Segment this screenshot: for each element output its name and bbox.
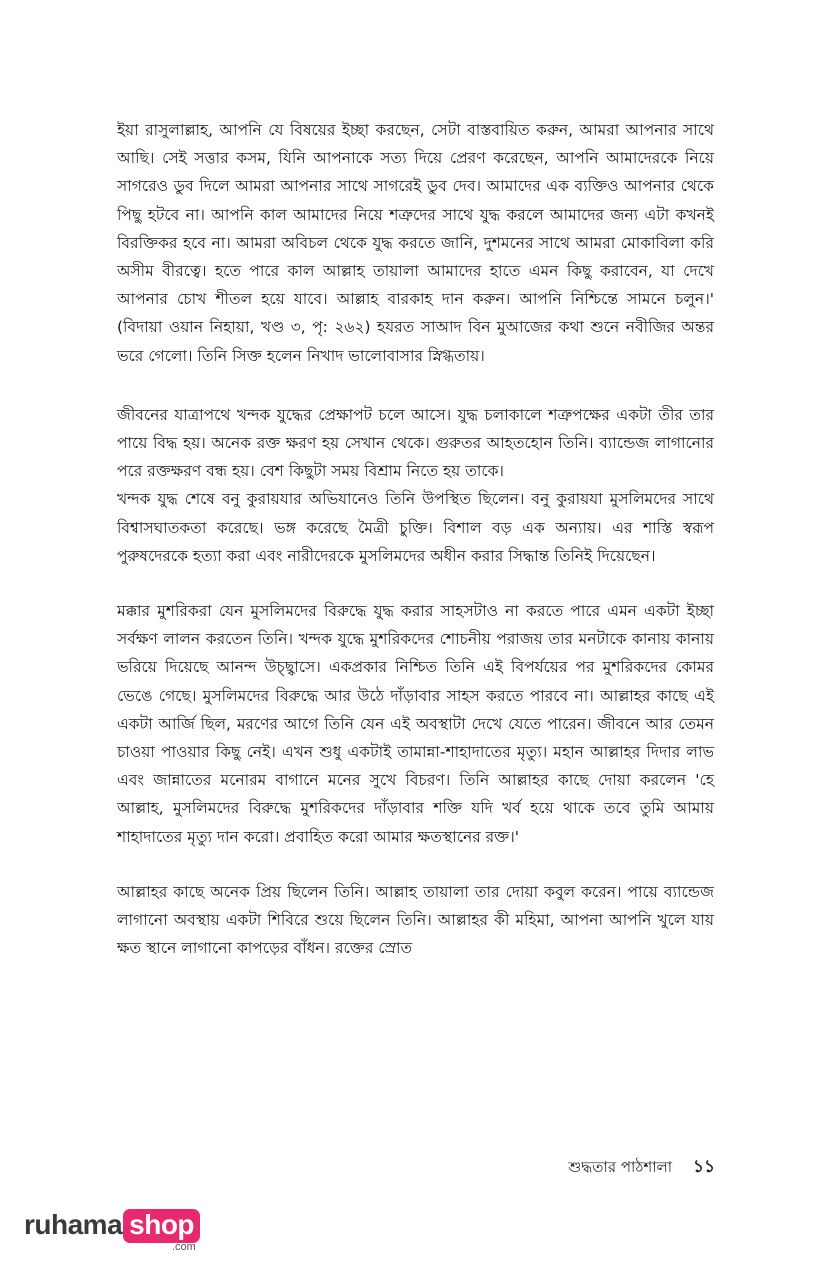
paragraph: খন্দক যুদ্ধ শেষে বনু কুরায়যার অভিযানেও তিনি উপস্থিত ছিলেন। বনু কুরায়যা মুসলিমদের সাথে বিশ্বাসঘাতকতা করেছে। ভঙ্গ করেছে মৈত্রী চুক্তি। বিশাল বড় এক অন্যায়। এর শাস্তি স্বরূপ পুরুষদেরকে হত্যা করা এবং নারীদেরকে মুসলিমদের অধীন করার সিদ্ধান্ত তিনিই দিয়েছেন।	[117, 490, 714, 565]
logo-text-sub: .com	[172, 1241, 196, 1253]
paragraph: মক্কার মুশরিকরা যেন মুসলিমদের বিরুদ্ধে যুদ্ধ করার সাহসটাও না করতে পারে এমন একটা ইচ্ছা সর্বক্ষণ লালন করতেন তিনি। খন্দক যুদ্ধে মুশরিকদের শোচনীয় পরাজয় তার মনটাকে কানায় কানায় ভরিয়ে দিয়েছে আনন্দ উচ্ছ্বাসে। একপ্রকার নিশ্চিত তিনি এই বিপর্যয়ের পর মুশরিকদের কোমর ভেঙে গেছে। মুসলিমদের বিরুদ্ধে আর উঠে দাঁড়াবার সাহস করতে পারবে না। আল্লাহর কাছে এই একটা আর্জি ছিল, মরণের আগে তিনি যেন এই অবস্থাটা দেখে যেতে পারেন। জীবনে আর তেমন চাওয়া পাওয়ার কিছু নেই। এখন শুধু একটাই তামান্না-শাহাদাতের মৃত্যু। মহান আল্লাহর দিদার লাভ এবং জান্নাতের মনোরম বাগানে মনের সুখে বিচরণ। তিনি আল্লাহর কাছে দোয়া করলেন 'হে আল্লাহ, মুসলিমদের বিরুদ্ধে মুশরিকদের দাঁড়াবার শক্তি যদি খর্ব হয়ে থাকে তবে তুমি আমায় শাহাদাতের মৃত্যু দান করো। প্রবাহিত করো আমার ক্ষতস্থানের রক্ত।'	[117, 602, 714, 846]
body-text	[117, 116, 714, 962]
logo-wordmark	[24, 1209, 200, 1243]
paragraph: জীবনের যাত্রাপথে খন্দক যুদ্ধের প্রেক্ষাপট চলে আসে। যুদ্ধ চলাকালে শত্রুপক্ষের একটা তীর তার পায়ে বিদ্ধ হয়। অনেক রক্ত ক্ষরণ হয় সেখান থেকে। গুরুতর আহতহোন তিনি। ব্যান্ডেজ লাগানোর পরে রক্তক্ষরণ বন্ধ হয়। বেশ কিছুটা সময় বিশ্রাম নিতে হয় তাকে।	[117, 405, 714, 481]
paragraph: আল্লাহর কাছে অনেক প্রিয় ছিলেন তিনি। আল্লাহ তায়ালা তার দোয়া কবুল করেন। পায়ে ব্যান্ডেজ লাগানো অবস্থায় একটা শিবিরে শুয়ে ছিলেন তিনি। আল্লাহর কী মহিমা, আপনা আপনি খুলে যায় ক্ষত স্থানে লাগানো কাপড়ের বাঁধন। রক্তের স্রোত	[117, 882, 714, 958]
paragraph: ইয়া রাসুলাল্লাহ, আপনি যে বিষয়ের ইচ্ছা করছেন, সেটা বাস্তবায়িত করুন, আমরা আপনার সাথে আছি। সেই সত্তার কসম, যিনি আপনাকে সত্য দিয়ে প্রেরণ করেছেন, আপনি আমাদেরকে নিয়ে সাগরেও ডুব দিলে আমরা আপনার সাথে সাগরেই ডুব দেব। আমাদের এক ব্যক্তিও আপনার থেকে পিছু হটবে না। আপনি কাল আমাদের নিয়ে শত্রুদের সাথে যুদ্ধ করলে আমাদের জন্য এটা কখনই বিরক্তিকর হবে না। আমরা অবিচল থেকে যুদ্ধ করতে জানি, দুশমনের সাথে আমরা মোকাবিলা করি অসীম বীরত্বে। হতে পারে কাল আল্লাহ তায়ালা আমাদের হাতে এমন কিছু করাবেন, যা দেখে আপনার চোখ শীতল হয়ে যাবে। আল্লাহ বারকাহ দান করুন। আপনি নিশ্চিন্তে সামনে চলুন।' (বিদায়া ওয়ান নিহায়া, খণ্ড ৩, পৃ: ২৬২) হযরত সাআদ বিন মুআজের কথা শুনে নবীজির অন্তর ভরে গেলো। তিনি সিক্ত হলেন নিখাদ ভালোবাসার স্নিগ্ধতায়।	[117, 121, 714, 365]
running-title: শুদ্ধতার পাঠশালা	[568, 1158, 673, 1176]
logo-text-main: ruhama	[24, 1209, 123, 1240]
page-number: ১১	[692, 1157, 715, 1177]
logo-text-shop: shop	[123, 1209, 200, 1243]
page-footer	[568, 1154, 715, 1182]
